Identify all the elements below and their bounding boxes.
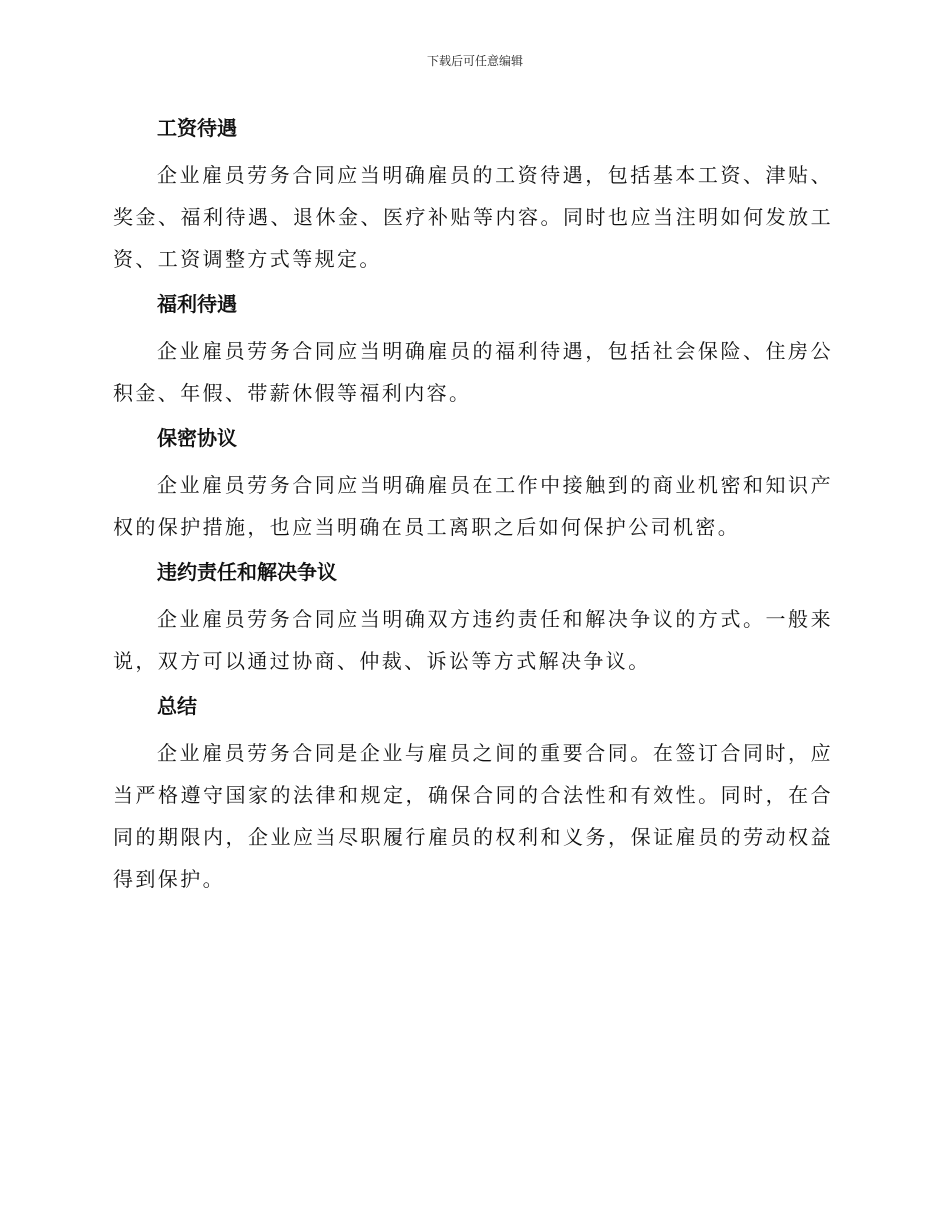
section-heading: 保密协议	[157, 426, 237, 450]
section-salary	[113, 108, 833, 280]
section-paragraph: 企业雇员劳务合同应当明确雇员在工作中接触到的商业机密和知识产权的保护措施，也应当明确在员工离职之后如何保护公司机密。	[113, 473, 833, 539]
section-paragraph: 企业雇员劳务合同应当明确雇员的工资待遇，包括基本工资、津贴、奖金、福利待遇、退休金、医疗补贴等内容。同时也应当注明如何发放工资、工资调整方式等规定。	[113, 163, 833, 271]
section-heading: 福利待遇	[157, 292, 237, 316]
page-header: 下载后可任意编辑	[426, 54, 523, 68]
section-benefits	[113, 284, 833, 414]
section-confidentiality	[113, 418, 833, 548]
section-summary	[113, 686, 833, 900]
section-paragraph: 企业雇员劳务合同应当明确雇员的福利待遇，包括社会保险、住房公积金、年假、带薪休假等福利内容。	[113, 339, 833, 405]
section-heading: 违约责任和解决争议	[157, 560, 337, 584]
section-heading: 工资待遇	[157, 116, 237, 140]
document-body	[113, 108, 833, 900]
section-heading: 总结	[157, 694, 197, 718]
section-paragraph: 企业雇员劳务合同是企业与雇员之间的重要合同。在签订合同时，应当严格遵守国家的法律和规定，确保合同的合法性和有效性。同时，在合同的期限内，企业应当尽职履行雇员的权利和义务，保证雇员的劳动权益得到保护。	[113, 741, 833, 891]
section-paragraph: 企业雇员劳务合同应当明确双方违约责任和解决争议的方式。一般来说，双方可以通过协商、仲裁、诉讼等方式解决争议。	[113, 607, 833, 673]
section-liability	[113, 552, 833, 682]
